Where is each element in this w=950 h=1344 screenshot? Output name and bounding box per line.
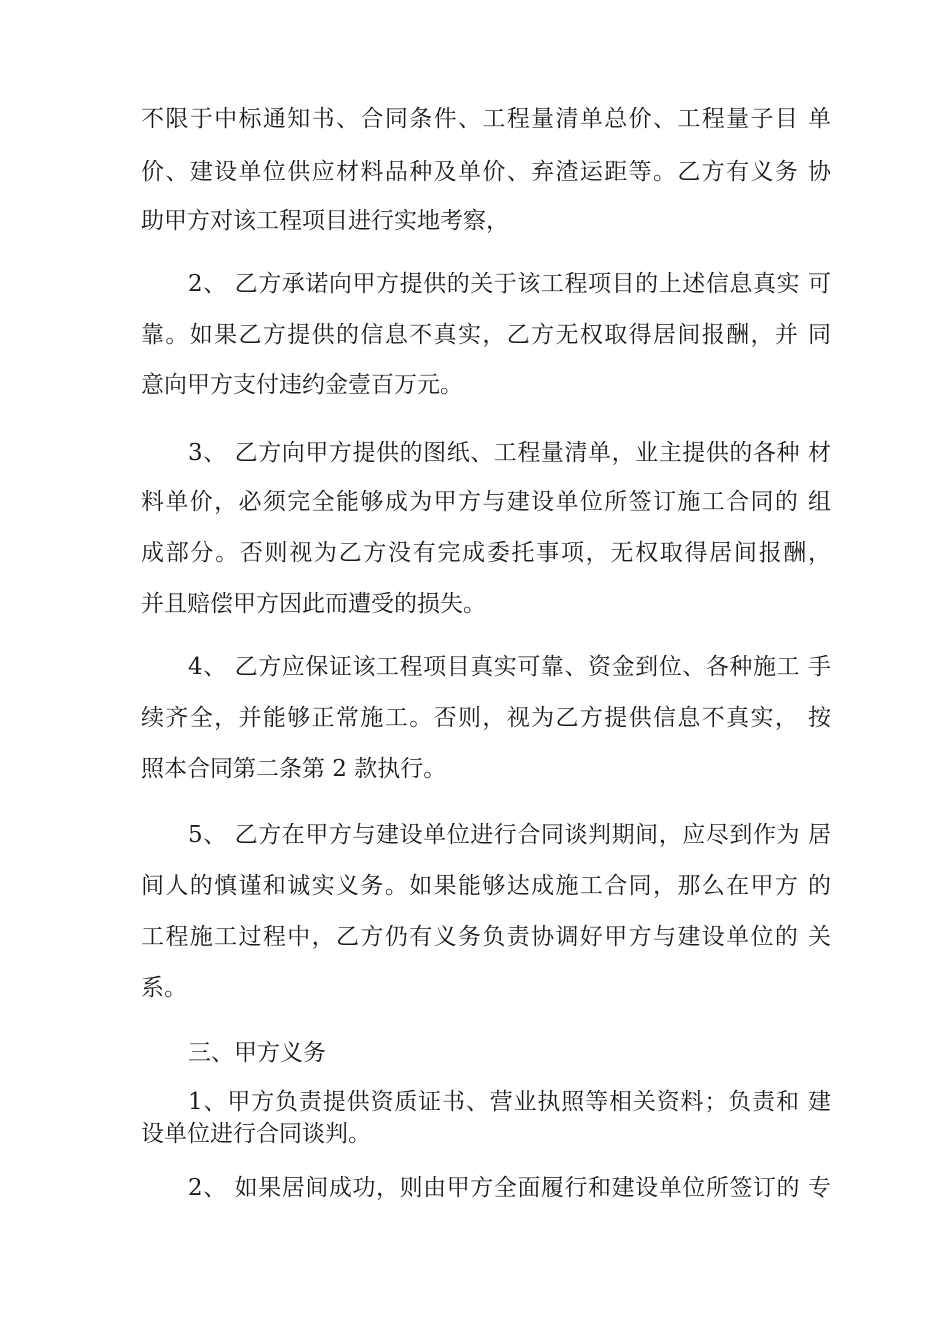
section-heading-text: 三、甲方义务 [188,1040,326,1066]
paragraph-line: 设单位进行合同谈判。 [141,1121,371,1147]
paragraph-line: 料单价，必须完全能够成为甲方与建设单位所签订施工合同的 组 [141,489,831,515]
paragraph-line: 照本合同第二条第 2 款执行。 [141,756,447,782]
paragraph-line: 4、 乙方应保证该工程项目真实可靠、资金到位、各种施工 手 [188,654,831,680]
paragraph-line: 3、 乙方向甲方提供的图纸、工程量清单，业主提供的各种 材 [188,440,831,466]
paragraph-line: 2、 乙方承诺向甲方提供的关于该工程项目的上述信息真实 可 [188,271,831,297]
paragraph-line: 价、建设单位供应材料品种及单价、弃渣运距等。乙方有义务 协 [141,159,831,185]
paragraph-line: 并且赔偿甲方因此而遭受的损失。 [141,591,486,617]
paragraph-line: 不限于中标通知书、合同条件、工程量清单总价、工程量子目 单 [141,106,831,132]
paragraph-line: 2、 如果居间成功，则由甲方全面履行和建设单位所签订的 专 [188,1175,831,1201]
paragraph-line: 意向甲方支付违约金壹百万元。 [141,372,463,398]
paragraph-line: 5、 乙方在甲方与建设单位进行合同谈判期间，应尽到作为 居 [188,822,831,848]
paragraph-line: 成部分。否则视为乙方没有完成委托事项，无权取得居间报酬， [141,540,831,566]
paragraph-line: 续齐全，并能够正常施工。否则，视为乙方提供信息不真实， 按 [141,705,831,731]
paragraph-line: 系。 [141,975,187,1001]
paragraph-line: 靠。如果乙方提供的信息不真实，乙方无权取得居间报酬，并 同 [141,322,831,348]
paragraph-line: 助甲方对该工程项目进行实地考察， [141,208,509,234]
paragraph-line: 1、甲方负责提供资质证书、营业执照等相关资料；负责和 建 [188,1089,831,1115]
paragraph-line: 工程施工过程中，乙方仍有义务负责协调好甲方与建设单位的 关 [141,924,831,950]
paragraph-line: 间人的慎谨和诚实义务。如果能够达成施工合同，那么在甲方 的 [141,873,831,899]
